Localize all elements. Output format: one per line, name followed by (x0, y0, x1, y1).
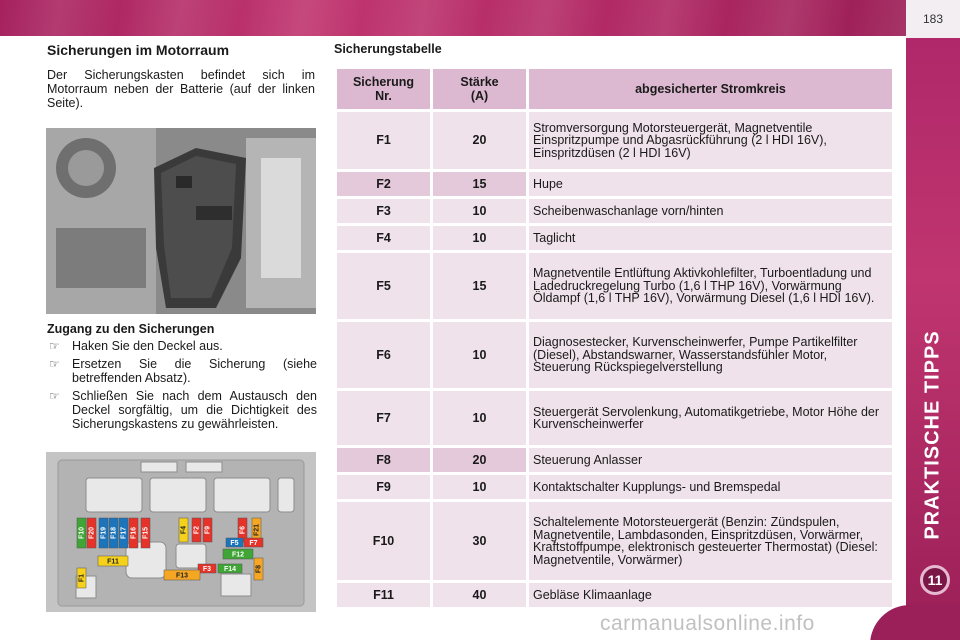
engine-bay-illustration (46, 128, 316, 314)
list-item (47, 339, 317, 353)
fuse-circuit: Taglicht (529, 226, 892, 250)
table-row (337, 112, 892, 169)
fuse-amperage: 40 (433, 583, 526, 607)
fuse-number: F6 (337, 322, 430, 388)
fuse-label: F12 (231, 551, 245, 559)
header-circuit: abgesicherter Stromkreis (529, 69, 892, 109)
header-fuse (337, 69, 430, 109)
fuse-label: F19 (100, 526, 108, 540)
pointing-hand-icon: ☞ (49, 339, 60, 353)
fuse-label: F4 (180, 525, 188, 535)
fuse-label: F8 (255, 564, 263, 574)
fuse-number: F1 (337, 112, 430, 169)
fuse-number: F8 (337, 448, 430, 472)
fuse-amperage: 20 (433, 448, 526, 472)
step-text: Haken Sie den Deckel aus. (72, 339, 223, 353)
fuse-amperage: 10 (433, 199, 526, 223)
fuse-amperage: 20 (433, 112, 526, 169)
fuse-label: F14 (223, 566, 237, 573)
fuse-number: F5 (337, 253, 430, 319)
table-title: Sicherungstabelle (334, 42, 442, 56)
chapter-badge: 11 (920, 565, 950, 595)
fuse-number: F3 (337, 199, 430, 223)
intro-paragraph: Der Sicherungskasten befindet sich im Motorraum neben der Batterie (auf der linken Seite). (47, 68, 315, 110)
chapter-title: PRAKTISCHE TIPPS (921, 330, 944, 540)
header-amp-line2: (A) (470, 89, 489, 103)
fuse-circuit: Scheibenwaschanlage vorn/hinten (529, 199, 892, 223)
fuse-label: F13 (175, 572, 189, 580)
table-row (337, 322, 892, 388)
list-item (47, 357, 317, 385)
fuse-circuit: Kontaktschalter Kupplungs- und Bremspedal (529, 475, 892, 499)
fuse-label: F9 (204, 525, 212, 535)
fuse-number: F9 (337, 475, 430, 499)
fuse-label: F18 (110, 526, 118, 540)
table-row (337, 391, 892, 445)
fuse-label: F21 (253, 523, 261, 537)
fuse-circuit: Steuergerät Servolenkung, Automatikgetriebe, Motor Höhe der Kurvenscheinwerfer (529, 391, 892, 445)
banner-sheen (0, 0, 906, 36)
corner-decoration (870, 605, 960, 640)
fuse-amperage: 15 (433, 253, 526, 319)
fuse-label: F20 (88, 526, 96, 540)
engine-bay-photo (46, 128, 316, 314)
fuse-table (334, 66, 895, 610)
fuse-label: F11 (107, 558, 119, 566)
table-row (337, 172, 892, 196)
section-title: Sicherungen im Motorraum (47, 42, 230, 58)
top-banner (0, 0, 906, 36)
table-row (337, 448, 892, 472)
step-text: Schließen Sie nach dem Austausch den Deckel sorgfältig, um die Dichtigkeit des Sicherungskastens zu gewährleisten. (72, 389, 317, 431)
fuse-amperage: 10 (433, 391, 526, 445)
table-row (337, 502, 892, 580)
fuse-label: F1 (78, 573, 86, 583)
fuse-number: F2 (337, 172, 430, 196)
table-header-row (337, 69, 892, 109)
fuse-label: F7 (249, 540, 258, 547)
fuse-number: F10 (337, 502, 430, 580)
fuse-circuit: Magnetventile Entlüftung Aktivkohlefilter, Turboentladung und Ladedruckregelung Turbo (1,6 l THP 16V), Vorwärmung Öldampf (1,6 l THP 16V), Vorwärmung Diesel (1,6 l HDI 16V). (529, 253, 892, 319)
access-steps-list (47, 339, 317, 435)
fuse-label: F10 (78, 526, 86, 540)
fuse-layout-diagram (46, 452, 316, 612)
pointing-hand-icon: ☞ (49, 389, 60, 403)
fuse-amperage: 10 (433, 475, 526, 499)
fuse-label: F17 (120, 526, 128, 540)
header-fuse-line2: Nr. (375, 89, 392, 103)
fuse-amperage: 10 (433, 226, 526, 250)
table-row (337, 253, 892, 319)
table-row (337, 199, 892, 223)
access-subtitle: Zugang zu den Sicherungen (47, 322, 215, 336)
header-fuse-line1: Sicherung (352, 75, 415, 89)
header-amp-line1: Stärke (460, 75, 499, 89)
fuse-label: F16 (130, 526, 138, 540)
fuse-circuit: Stromversorgung Motorsteuergerät, Magnetventile Einspritzpumpe und Abgasrückführung (2 l HDI 16V), Einspritzdüsen (2 l HDI 16V) (529, 112, 892, 169)
fuse-circuit: Schaltelemente Motorsteuergerät (Benzin: Zündspulen, Magnetventile, Lambdasonden, Einspritzdüsen, Vorwärmer, Kraftstoffpumpe, elektronisch gesteuerter Thermostat) (Diesel: Magnetventile, Vorwärmer) (529, 502, 892, 580)
watermark: carmanualsonline.info (600, 612, 815, 635)
fuse-amperage: 10 (433, 322, 526, 388)
fuse-label: F15 (142, 526, 150, 540)
fuse-label: F5 (230, 540, 239, 547)
fuse-label: F2 (193, 525, 201, 535)
fuse-amperage: 30 (433, 502, 526, 580)
fuse-circuit: Steuerung Anlasser (529, 448, 892, 472)
pointing-hand-icon: ☞ (49, 357, 60, 371)
fuse-amperage: 15 (433, 172, 526, 196)
fuse-circuit: Diagnosestecker, Kurvenscheinwerfer, Pumpe Partikelfilter (Diesel), Abstandswarner, Wasserstandsfühler Motor, Steuerung Rückspiegelverstellung (529, 322, 892, 388)
fuse-label: F3 (202, 566, 212, 573)
step-text: Ersetzen Sie die Sicherung (siehe betreffenden Absatz). (72, 357, 317, 385)
table-row (337, 475, 892, 499)
fuse-number: F7 (337, 391, 430, 445)
table-row (337, 226, 892, 250)
page-number: 183 (922, 12, 944, 26)
fuse-label: F6 (239, 525, 247, 535)
fuse-circuit: Gebläse Klimaanlage (529, 583, 892, 607)
list-item (47, 389, 317, 431)
table-row (337, 583, 892, 607)
fuse-number: F11 (337, 583, 430, 607)
fuse-circuit: Hupe (529, 172, 892, 196)
fuse-number: F4 (337, 226, 430, 250)
fuse-box-diagram (46, 452, 316, 612)
header-amperage (433, 69, 526, 109)
